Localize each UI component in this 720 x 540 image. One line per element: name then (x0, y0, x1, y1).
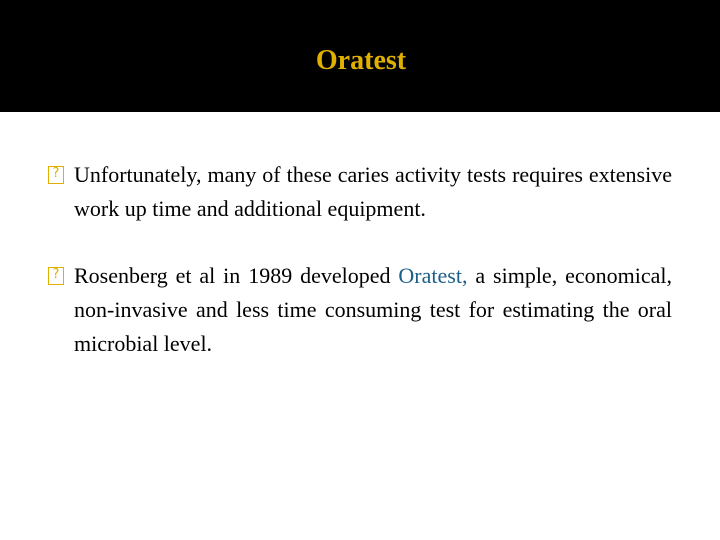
bullet-text-part1: Rosenberg et al in 1989 developed (74, 263, 399, 288)
slide-title: Oratest (315, 45, 407, 76)
bullet-item (48, 259, 672, 361)
bullet-text-part2: a simple, economical, non-invasive and less time consuming test for estimating the oral microbial level. (74, 263, 673, 356)
bullet-item (48, 158, 672, 226)
highlight-oratest: Oratest, (398, 263, 468, 288)
bullet-list (48, 158, 672, 394)
bullet-marker-icon (48, 166, 64, 184)
bullet-text: Unfortunately, many of these caries activity tests requires extensive work up time and additional equipment. (74, 162, 672, 221)
bullet-marker-icon (48, 267, 64, 285)
